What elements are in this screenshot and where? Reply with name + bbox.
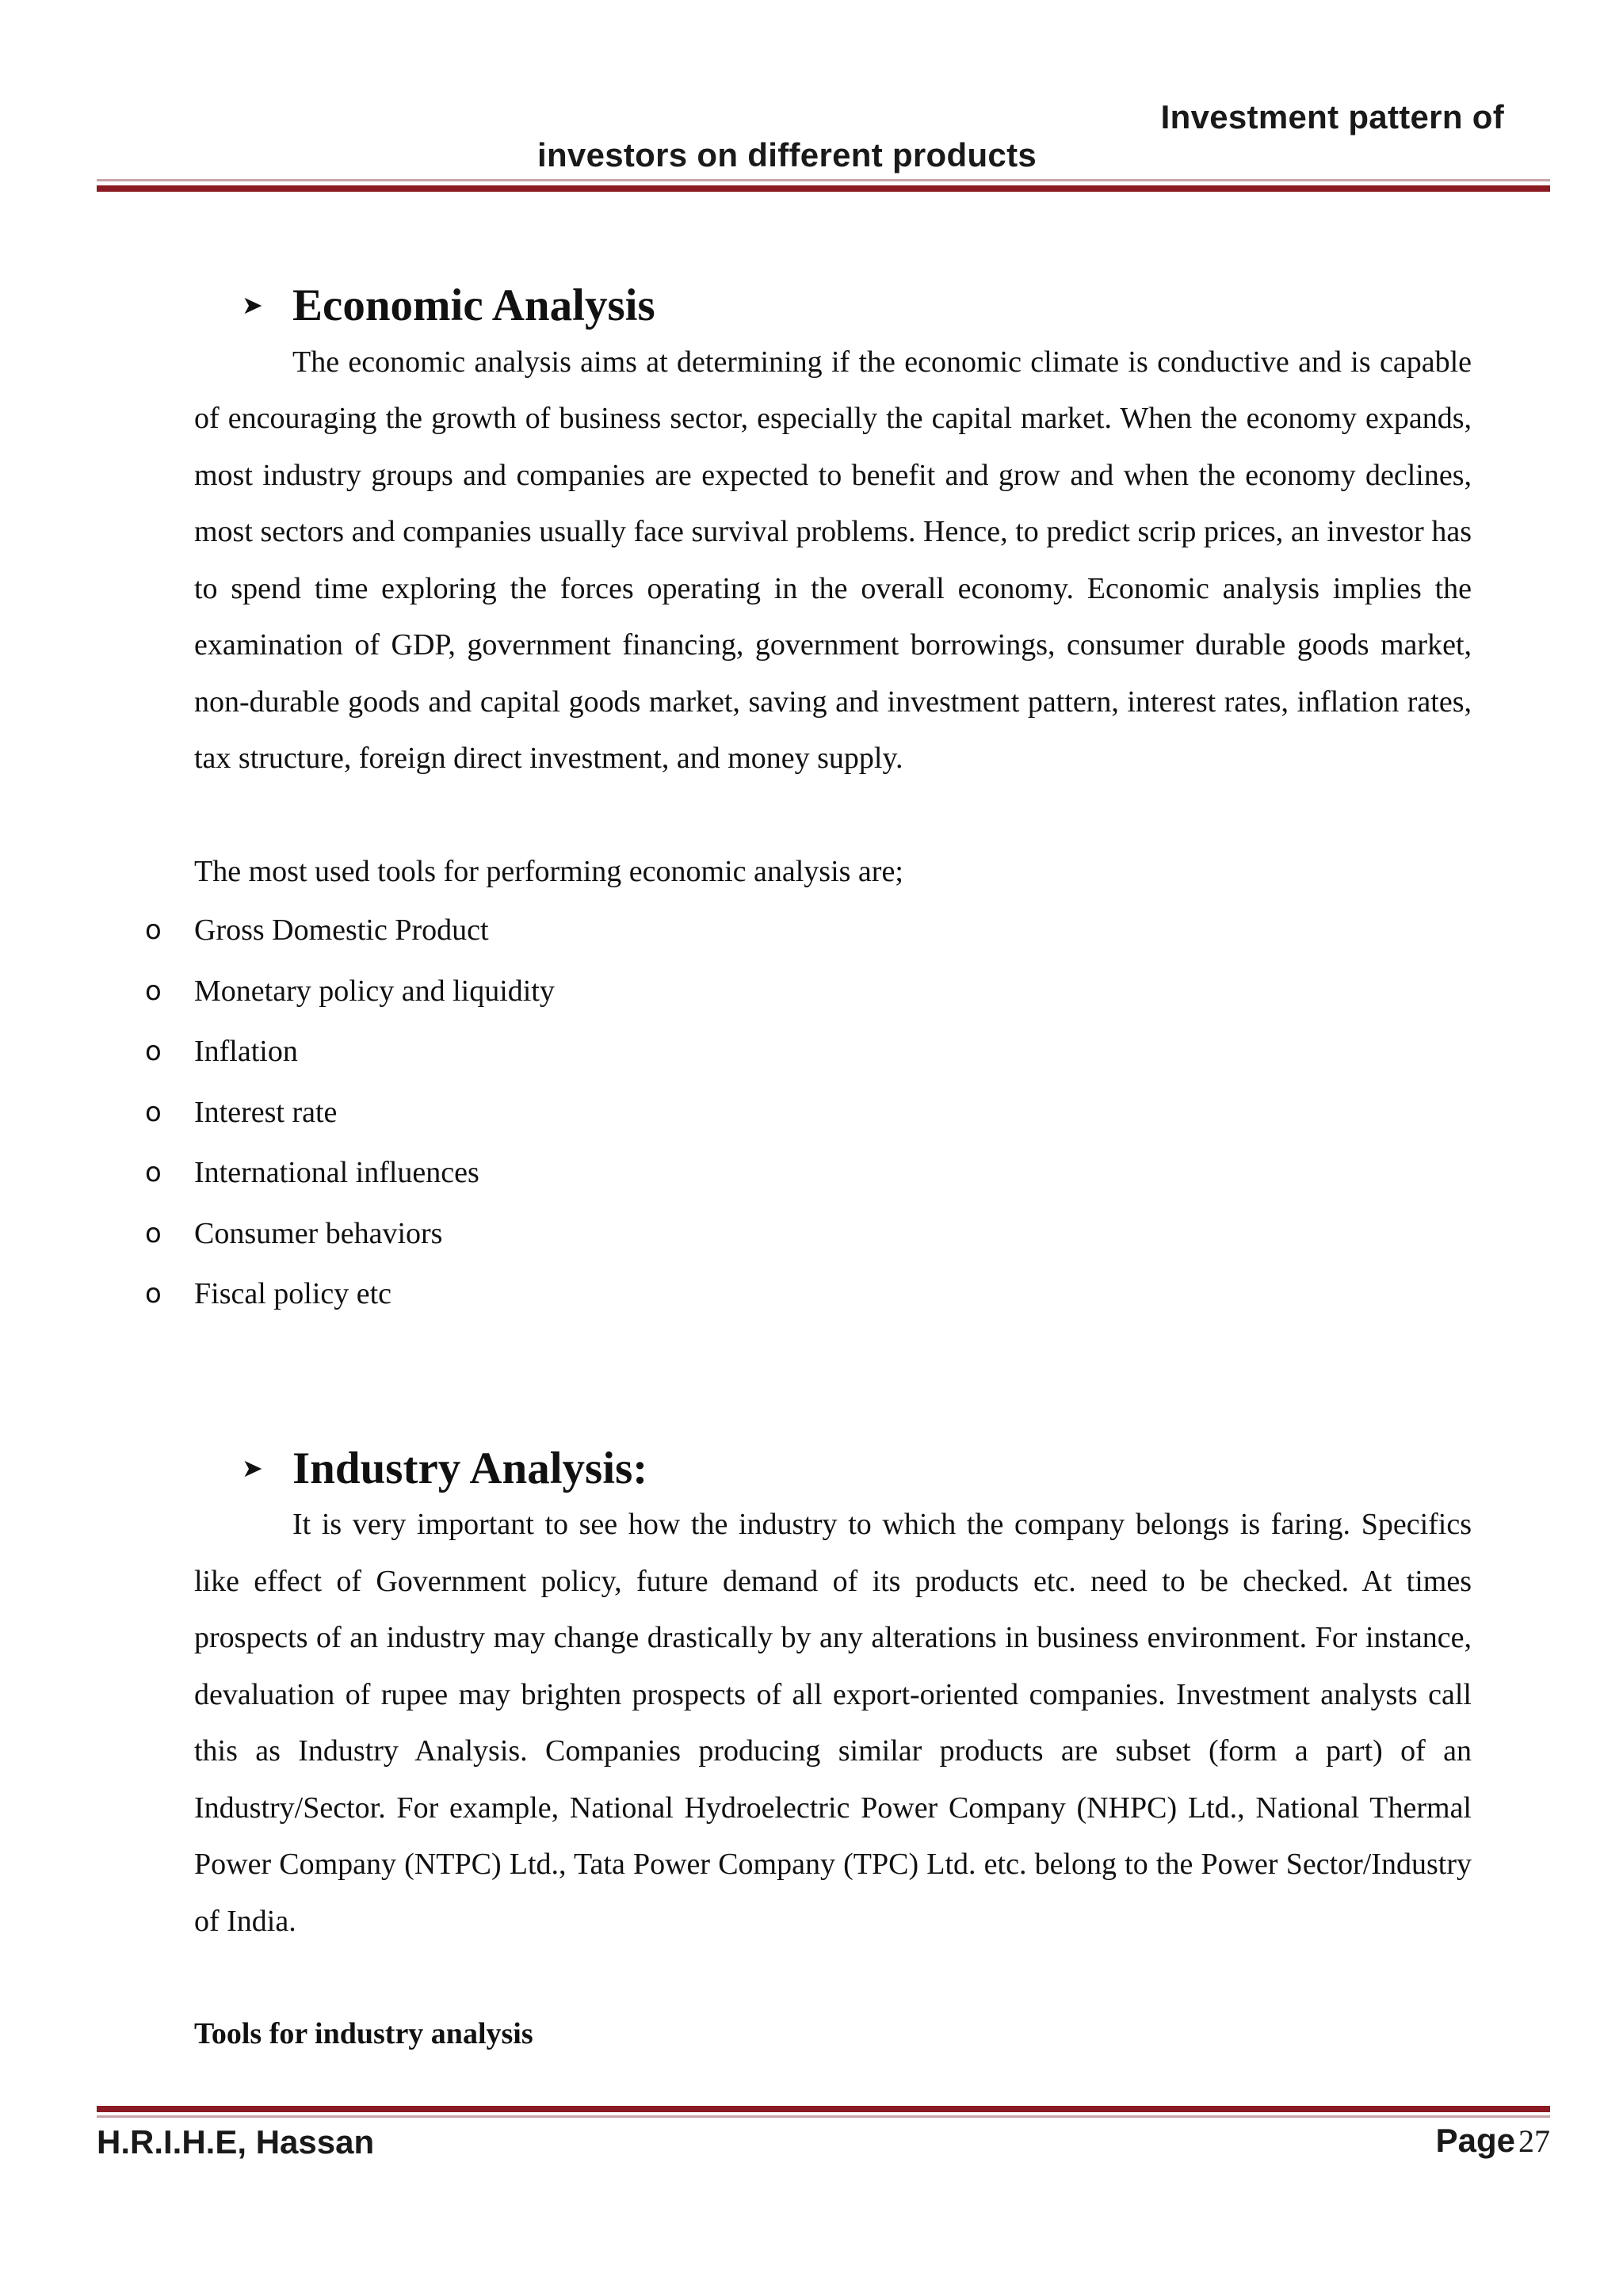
economic-analysis-paragraph: The economic analysis aims at determining if the economic climate is conductive and is capable of encouraging the growth of business sector, especially the capital market. When the economy expands, most industry groups and companies are expected to benefit and grow and when the economy declines, most sectors and companies usually face survival problems. Hence, to predict scrip prices, an investor has to spend time exploring the forces operating in the overall economy. Economic analysis implies the examination of GDP, government financing, government borrowings, consumer durable goods market, non-durable goods and capital goods market, saving and investment pattern, interest rates, inflation rates, tax structure, foreign direct investment, and money supply.: [194, 345, 1472, 775]
industry-tools-heading: Tools for industry analysis: [194, 2017, 533, 2050]
page-content: [145, 277, 1472, 2063]
arrow-bullet-icon: ➤: [242, 1452, 263, 1483]
circle-bullet-icon: o: [145, 1096, 162, 1128]
industry-analysis-paragraph: It is very important to see how the industry to which the company belongs is faring. Specifics like effect of Government policy, future demand of its products etc. need to be checked. At times prospects of an industry may change drastically by any alterations in business environment. For instance, devaluation of rupee may brighten prospects of all export-oriented companies. Investment analysts call this as Industry Analysis. Companies producing similar products are subset (form a part) of an Industry/Sector. For example, National Hydroelectric Power Company (NHPC) Ltd., National Thermal Power Company (NTPC) Ltd., Tata Power Company (TPC) Ltd. etc. belong to the Power Sector/Industry of India.: [194, 1508, 1472, 1938]
footer-institution: H.R.I.H.E, Hassan: [97, 2123, 375, 2161]
list-item: o Gross Domestic Product: [194, 900, 1472, 961]
section-spacer: [194, 1325, 1472, 1440]
circle-bullet-icon: o: [145, 914, 162, 946]
header-rule-thick: [97, 185, 1550, 192]
list-item: o Interest rate: [194, 1082, 1472, 1143]
page-number: 27: [1518, 2123, 1550, 2159]
circle-bullet-icon: o: [145, 1217, 162, 1249]
circle-bullet-icon: o: [145, 1278, 162, 1310]
header-title-line2: investors on different products: [537, 136, 1037, 174]
header-rule-thin: [97, 179, 1550, 181]
list-item: o Consumer behaviors: [194, 1203, 1472, 1264]
footer-rule-thick: [97, 2106, 1550, 2112]
header-title-line1: Investment pattern of: [1160, 98, 1504, 135]
list-item: o International influences: [194, 1142, 1472, 1203]
economic-tools-list: [145, 900, 1472, 1325]
circle-bullet-icon: o: [145, 1035, 162, 1067]
economic-analysis-heading: [194, 277, 1472, 334]
footer-page-info: [1436, 2122, 1550, 2160]
industry-analysis-heading: [194, 1440, 1472, 1497]
economic-tools-intro: The most used tools for performing economic analysis are;: [194, 854, 903, 888]
economic-analysis-heading-text: Economic Analysis: [292, 280, 655, 330]
page-label: Page: [1435, 2122, 1515, 2159]
list-item: o Monetary policy and liquidity: [194, 961, 1472, 1022]
arrow-bullet-icon: ➤: [242, 290, 263, 320]
industry-analysis-heading-text: Industry Analysis:: [292, 1443, 648, 1493]
circle-bullet-icon: o: [145, 974, 162, 1007]
list-item: o Inflation: [194, 1021, 1472, 1082]
circle-bullet-icon: o: [145, 1157, 162, 1188]
footer-rule-thin: [97, 2115, 1550, 2118]
list-item: o Fiscal policy etc: [194, 1264, 1472, 1325]
